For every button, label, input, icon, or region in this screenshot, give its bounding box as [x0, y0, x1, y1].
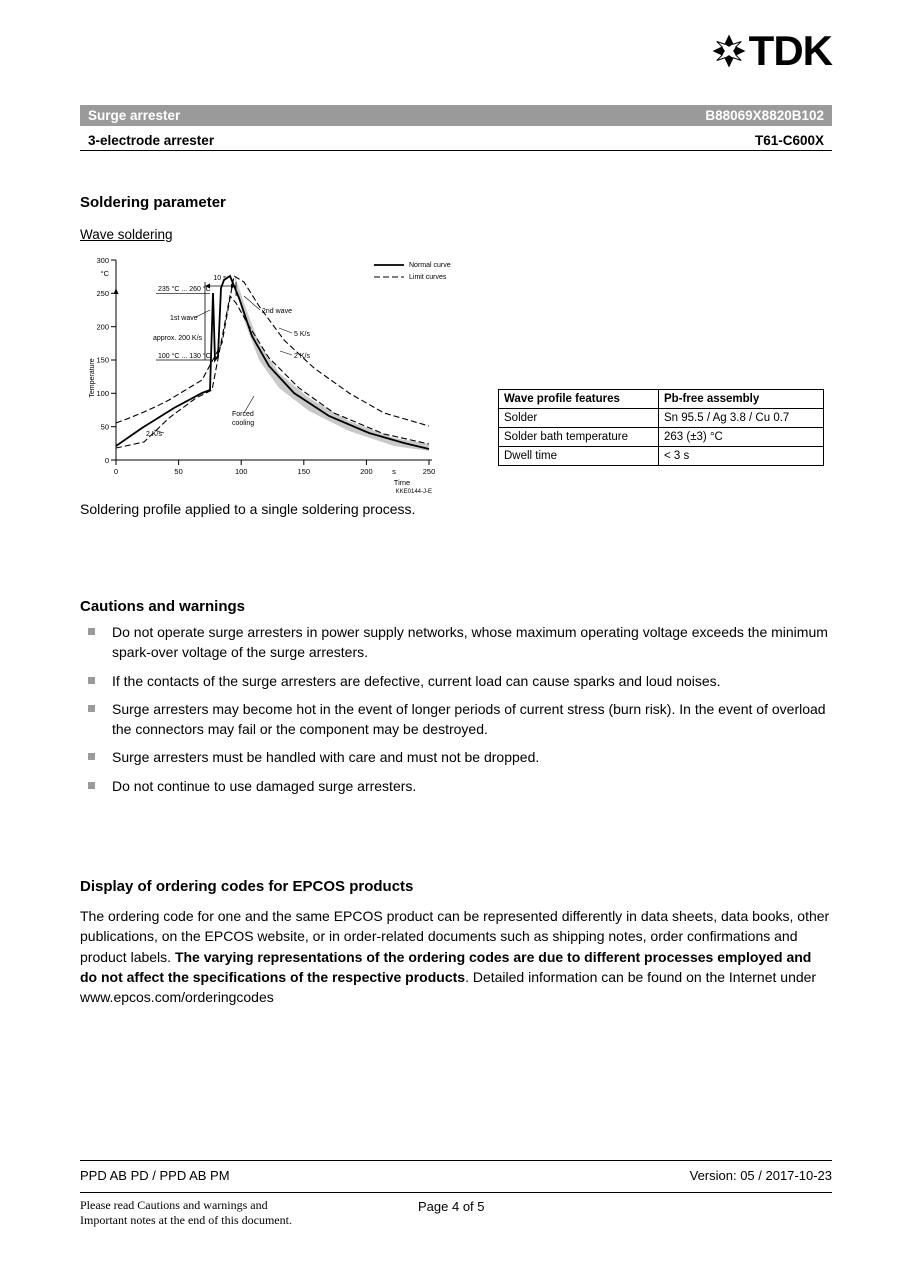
- svg-text:250: 250: [96, 289, 109, 298]
- profile-note: Soldering profile applied to a single soldering process.: [80, 501, 416, 517]
- list-item: [80, 622, 840, 663]
- header-part-number: B88069X8820B102: [705, 108, 824, 123]
- footer-department: PPD AB PD / PPD AB PM: [80, 1168, 230, 1183]
- ordering-text-bold: The varying representations of the ordering codes are due to different processes employed and do not affect the specifications of the respective products: [80, 948, 812, 985]
- subsection-wave-soldering: Wave soldering: [80, 227, 173, 242]
- ordering-paragraph: [80, 906, 832, 1007]
- footer-version: Version: 05 / 2017-10-23: [689, 1168, 832, 1183]
- bullet-icon: [88, 705, 95, 712]
- section-title-ordering: Display of ordering codes for EPCOS products: [80, 878, 414, 895]
- list-item: [80, 747, 840, 767]
- svg-text:Normal curve: Normal curve: [409, 262, 451, 269]
- svg-text:150: 150: [96, 355, 109, 365]
- bullet-icon: [88, 628, 95, 635]
- svg-text:235 °C ... 260 °C: 235 °C ... 260 °C: [158, 286, 211, 293]
- svg-text:cooling: cooling: [232, 420, 255, 427]
- tdk-logo: [712, 27, 832, 74]
- table-header-row: [499, 390, 824, 409]
- bullet-icon: [88, 753, 95, 760]
- cell-dwell-time-value: < 3 s: [659, 447, 824, 466]
- cell-bath-temp-label: Solder bath temperature: [499, 428, 659, 447]
- caution-text: Do not operate surge arresters in power supply networks, whose maximum operating voltage exceeds the minimum spark-over voltage of the surge arresters.: [112, 624, 828, 661]
- header-bar-top: [80, 105, 832, 126]
- caution-text: Do not continue to use damaged surge arresters.: [112, 777, 417, 794]
- svg-text:0: 0: [104, 456, 109, 465]
- svg-text:2nd wave: 2nd wave: [262, 308, 292, 315]
- wave-soldering-profile-chart: [84, 248, 484, 500]
- svg-text:300: 300: [96, 256, 109, 265]
- svg-text:100: 100: [96, 389, 109, 398]
- svg-text:2 K/s: 2 K/s: [146, 431, 162, 438]
- svg-text:50: 50: [100, 422, 109, 432]
- svg-text:150: 150: [297, 467, 311, 476]
- svg-text:50: 50: [174, 467, 183, 476]
- svg-text:KKE0144-J-E: KKE0144-J-E: [395, 489, 432, 495]
- footer-note: [80, 1198, 292, 1228]
- footer-divider-bottom: [80, 1192, 832, 1193]
- header-type-code: T61-C600X: [754, 132, 824, 148]
- table-row: [499, 447, 824, 466]
- cell-solder-value: Sn 95.5 / Ag 3.8 / Cu 0.7: [659, 409, 824, 428]
- header-product-family: Surge arrester: [88, 108, 181, 123]
- svg-text:Time: Time: [393, 478, 411, 487]
- cell-bath-temp-value: 263 (±3) °C: [659, 428, 824, 447]
- footer-note-line1: Please read Cautions and warnings and: [80, 1198, 268, 1212]
- list-item: [80, 671, 840, 691]
- cell-solder-label: Solder: [499, 409, 659, 428]
- header-product-type: 3-electrode arrester: [88, 132, 215, 148]
- footer-page-number: Page 4 of 5: [418, 1199, 485, 1214]
- cell-dwell-time-label: Dwell time: [499, 447, 659, 466]
- svg-text:10 s: 10 s: [213, 275, 227, 282]
- svg-text:5 K/s: 5 K/s: [294, 331, 310, 338]
- svg-text:0: 0: [113, 467, 119, 476]
- svg-text:250: 250: [422, 467, 436, 476]
- footer-note-line2: Important notes at the end of this document.: [80, 1213, 292, 1227]
- caution-text: Surge arresters must be handled with care and must not be dropped.: [112, 749, 540, 766]
- svg-text:1st wave: 1st wave: [170, 315, 198, 322]
- svg-text:s: s: [392, 467, 396, 476]
- bullet-icon: [88, 782, 95, 789]
- caution-text: Surge arresters may become hot in the event of longer periods of current stress (burn risk). In the event of overload the connectors may fail or the component may be destroyed.: [112, 700, 826, 738]
- svg-text:°C: °C: [100, 269, 109, 278]
- tdk-logo-text: TDK: [748, 27, 832, 74]
- svg-text:Temperature: Temperature: [89, 358, 96, 398]
- svg-text:200: 200: [96, 322, 109, 332]
- cautions-list: [80, 622, 840, 804]
- footer-divider-top: [80, 1160, 832, 1161]
- svg-text:200: 200: [360, 467, 373, 476]
- svg-text:Forced: Forced: [232, 411, 254, 418]
- header-bar-bottom: [80, 130, 832, 151]
- bullet-icon: [88, 677, 95, 684]
- svg-text:2 K/s: 2 K/s: [294, 353, 310, 360]
- list-item: [80, 776, 840, 796]
- col-header-assembly: Pb-free assembly: [659, 390, 824, 409]
- svg-text:100 °C ... 130 °C: 100 °C ... 130 °C: [158, 353, 211, 360]
- svg-text:Limit curves: Limit curves: [409, 274, 447, 281]
- section-title-cautions: Cautions and warnings: [80, 598, 246, 615]
- list-item: [80, 699, 840, 740]
- wave-profile-table: [498, 389, 824, 466]
- caution-text: If the contacts of the surge arresters are defective, current load can cause sparks and loud noises.: [112, 672, 721, 689]
- ordering-text-part1: The ordering code for one and the same EPCOS product can be represented differently in data sheets, data books, other publications, on the EPCOS website, or in order-related documents such as shipping notes, order confirmations and product labels.: [80, 908, 830, 965]
- table-row: [499, 409, 824, 428]
- svg-text:100: 100: [234, 467, 248, 476]
- ordering-text-part2: . Detailed information can be found on the Internet under: [465, 968, 817, 985]
- table-row: [499, 428, 824, 447]
- section-title-soldering: Soldering parameter: [80, 194, 226, 211]
- svg-text:approx. 200 K/s: approx. 200 K/s: [153, 335, 203, 342]
- tdk-logo-mark: [712, 34, 746, 68]
- ordering-link[interactable]: www.epcos.com/orderingcodes: [80, 989, 274, 1006]
- col-header-feature: Wave profile features: [499, 390, 659, 409]
